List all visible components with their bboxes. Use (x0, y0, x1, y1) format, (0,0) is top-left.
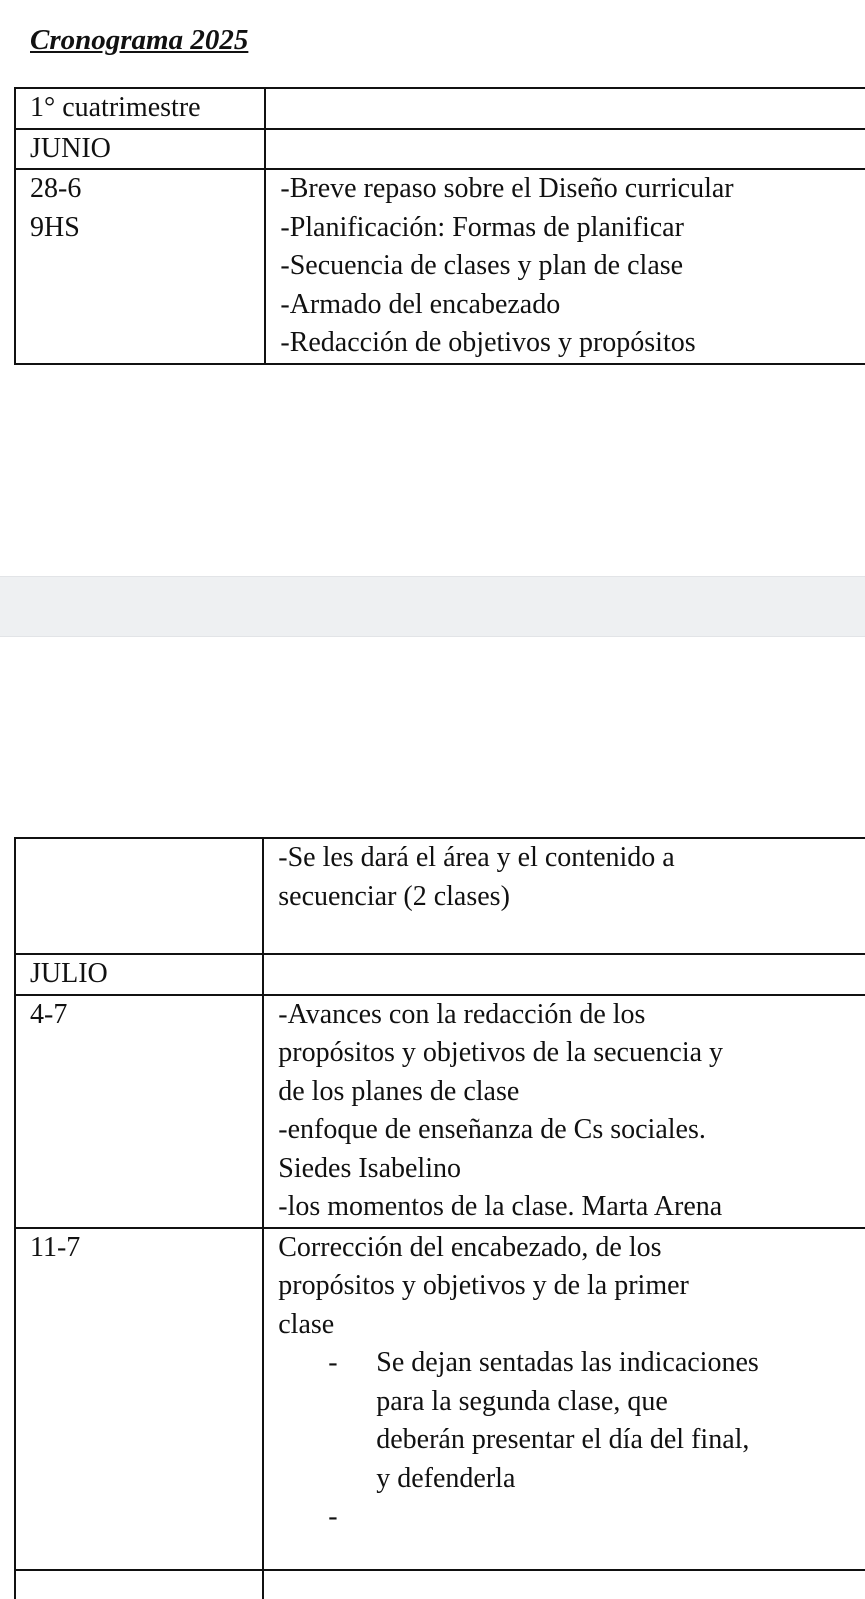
bullet-line: para la segunda clase, que (376, 1385, 668, 1417)
topic-line: secuenciar (2 clases) (278, 880, 510, 912)
document-title: Cronograma 2025 (30, 24, 249, 56)
bullet-line: Se dejan sentadas las indicaciones (376, 1347, 759, 1378)
topic-line: -Planificación: Formas de planificar (280, 211, 684, 243)
table-cell-date (15, 838, 263, 954)
page-separator (0, 576, 865, 637)
month-label: JUNIO (30, 132, 111, 164)
table-cell-date (15, 129, 265, 170)
table-cell-date (15, 169, 265, 364)
table-row (15, 129, 865, 170)
table-row (15, 995, 865, 1228)
table-cell-content (265, 88, 865, 129)
topic-line: -Breve repaso sobre el Diseño curricular (280, 173, 734, 204)
topic-line: -enfoque de enseñanza de Cs sociales. (278, 1114, 706, 1145)
table-cell-content (265, 129, 865, 170)
table-row (15, 954, 865, 995)
schedule-table (14, 87, 865, 365)
bullet-marker: - (328, 1501, 338, 1532)
list-item (278, 1498, 865, 1537)
table-cell-content (263, 1570, 865, 1599)
topic-line: -Redacción de objetivos y propósitos (280, 327, 696, 358)
month-label: JULIO (30, 958, 108, 989)
session-date: 11-7 (30, 1231, 81, 1263)
schedule-table-continued (14, 837, 865, 1599)
session-time: 9HS (30, 211, 80, 243)
topic-line: -Avances con la redacción de los (278, 998, 646, 1030)
session-date: 4-7 (30, 998, 68, 1030)
bullet-line-empty (376, 1498, 865, 1537)
topic-line: clase (278, 1308, 335, 1340)
topic-line: Siedes Isabelino (278, 1152, 461, 1184)
topic-line: -los momentos de la clase. Marta Arena (278, 1191, 723, 1222)
bullet-line: deberán presentar el día del final, (376, 1424, 750, 1455)
table-cell-content (263, 954, 865, 995)
topic-line: propósitos y objetivos y de la primer (278, 1270, 689, 1301)
list-item (278, 1344, 865, 1498)
bullet-marker: - (328, 1347, 338, 1378)
table-cell-date (15, 1570, 263, 1599)
topic-line: Corrección del encabezado, de los (278, 1231, 662, 1263)
document-page-1 (0, 0, 865, 576)
table-row (15, 88, 865, 129)
topic-line: de los planes de clase (278, 1075, 520, 1107)
table-row (15, 1228, 865, 1570)
table-cell-content (265, 169, 865, 364)
session-date: 28-6 (30, 173, 82, 204)
table-cell-date (15, 1228, 263, 1570)
table-cell-date (15, 88, 265, 129)
topic-line: propósitos y objetivos de la secuencia y (278, 1037, 724, 1068)
document-page-2 (0, 637, 865, 1599)
topic-line: -Se les dará el área y el contenido a (278, 842, 675, 873)
table-cell-date (15, 995, 263, 1228)
table-row (15, 838, 865, 954)
table-cell-content (263, 838, 865, 954)
table-cell-content (263, 995, 865, 1228)
bullet-list (278, 1344, 865, 1537)
table-row (15, 169, 865, 364)
bullet-line: y defenderla (376, 1462, 516, 1494)
topic-line: -Armado del encabezado (280, 288, 561, 320)
topic-line: -Secuencia de clases y plan de clase (280, 250, 684, 281)
cell-text: 1° cuatrimestre (30, 92, 201, 123)
table-row (15, 1570, 865, 1599)
table-cell-content (263, 1228, 865, 1570)
table-cell-date (15, 954, 263, 995)
